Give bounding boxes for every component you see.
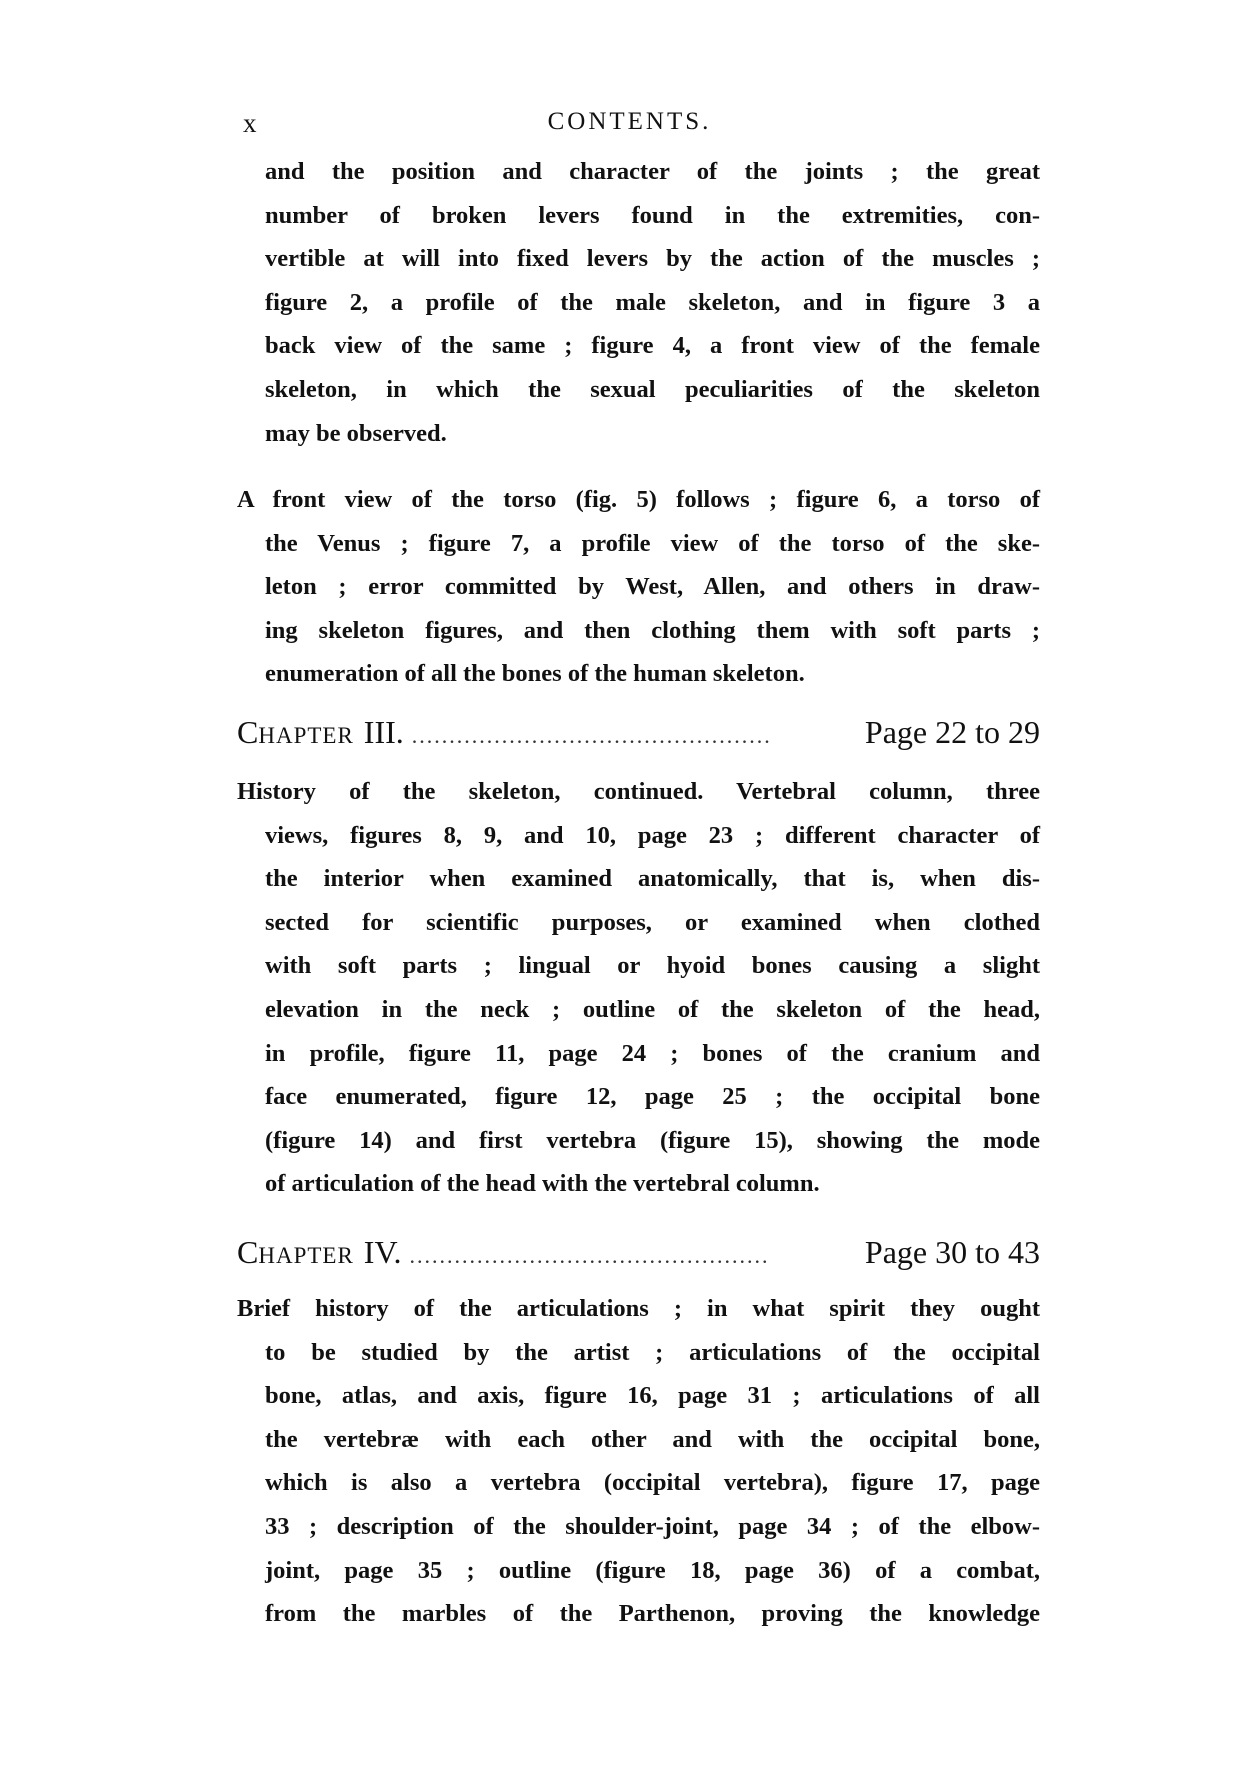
leader-dots: ................................................ [411, 723, 772, 748]
chapter-number: III. [363, 714, 404, 750]
text-line: A front view of the torso (fig. 5) follows ; figure 6, a torso of [237, 486, 1040, 513]
text-line: to be studied by the artist ; articulations of the occipital [265, 1338, 1040, 1366]
text-line: may be observed. [265, 419, 447, 447]
text-line: from the marbles of the Parthenon, proving the knowledge [265, 1600, 1040, 1628]
chapter-label: CHAPTER [237, 714, 354, 750]
text-line: views, figures 8, 9, and 10, page 23 ; different character of [265, 821, 1040, 849]
chapter-4-summary [237, 1287, 1040, 1636]
intro-paragraph-1 [265, 150, 1040, 455]
text-line: the Venus ; figure 7, a profile view of the torso of the ske- [265, 529, 1040, 557]
chapter-page-range: Page 22 to 29 [864, 714, 1040, 750]
text-line: History of the skeleton, continued. Vertebral column, three [237, 778, 1040, 805]
text-line: vertible at will into fixed levers by the action of the muscles ; [265, 245, 1040, 273]
text-line: skeleton, in which the sexual peculiarities of the skeleton [265, 375, 1040, 403]
chapter-label: CHAPTER [237, 1234, 354, 1270]
leader-dots: ................................................ [409, 1243, 770, 1268]
text-line: enumeration of all the bones of the human skeleton. [265, 660, 805, 688]
text-line: (figure 14) and first vertebra (figure 15), showing the mode [265, 1126, 1040, 1154]
text-line: of articulation of the head with the vertebral column. [265, 1170, 820, 1198]
page-number: x [243, 108, 258, 138]
text-line: which is also a vertebra (occipital vertebra), figure 17, page [265, 1469, 1040, 1497]
chapter-3-summary [237, 770, 1040, 1206]
text-line: bone, atlas, and axis, figure 16, page 31 ; articulations of all [265, 1382, 1040, 1410]
running-title: CONTENTS. [547, 108, 712, 135]
chapter-page-range: Page 30 to 43 [864, 1234, 1040, 1270]
text-line: figure 2, a profile of the male skeleton, and in figure 3 a [265, 288, 1040, 316]
text-line: 33 ; description of the shoulder-joint, page 34 ; of the elbow- [265, 1512, 1040, 1540]
text-line: with soft parts ; lingual or hyoid bones causing a slight [265, 952, 1040, 980]
text-line: back view of the same ; figure 4, a front view of the female [265, 332, 1040, 360]
text-line: face enumerated, figure 12, page 25 ; the occipital bone [265, 1083, 1040, 1111]
text-line: Brief history of the articulations ; in what spirit they ought [237, 1295, 1040, 1322]
text-line: ing skeleton figures, and then clothing them with soft parts ; [265, 616, 1040, 644]
text-line: in profile, figure 11, page 24 ; bones of the cranium and [265, 1039, 1040, 1067]
text-line: joint, page 35 ; outline (figure 18, page 36) of a combat, [265, 1556, 1040, 1584]
text-line: and the position and character of the joints ; the great [265, 158, 1040, 185]
intro-paragraph-2 [237, 478, 1040, 696]
chapter-number: IV. [363, 1234, 402, 1270]
chapter-4-heading [237, 1234, 1040, 1284]
text-line: the vertebræ with each other and with the occipital bone, [265, 1425, 1040, 1453]
text-line: sected for scientific purposes, or examined when clothed [265, 908, 1040, 936]
text-line: leton ; error committed by West, Allen, and others in draw- [265, 573, 1040, 601]
chapter-3-heading [237, 714, 1040, 764]
text-line: the interior when examined anatomically, that is, when dis- [265, 865, 1040, 893]
text-line: elevation in the neck ; outline of the skeleton of the head, [265, 995, 1040, 1023]
text-line: number of broken levers found in the extremities, con- [265, 201, 1040, 229]
running-head [0, 108, 1259, 148]
